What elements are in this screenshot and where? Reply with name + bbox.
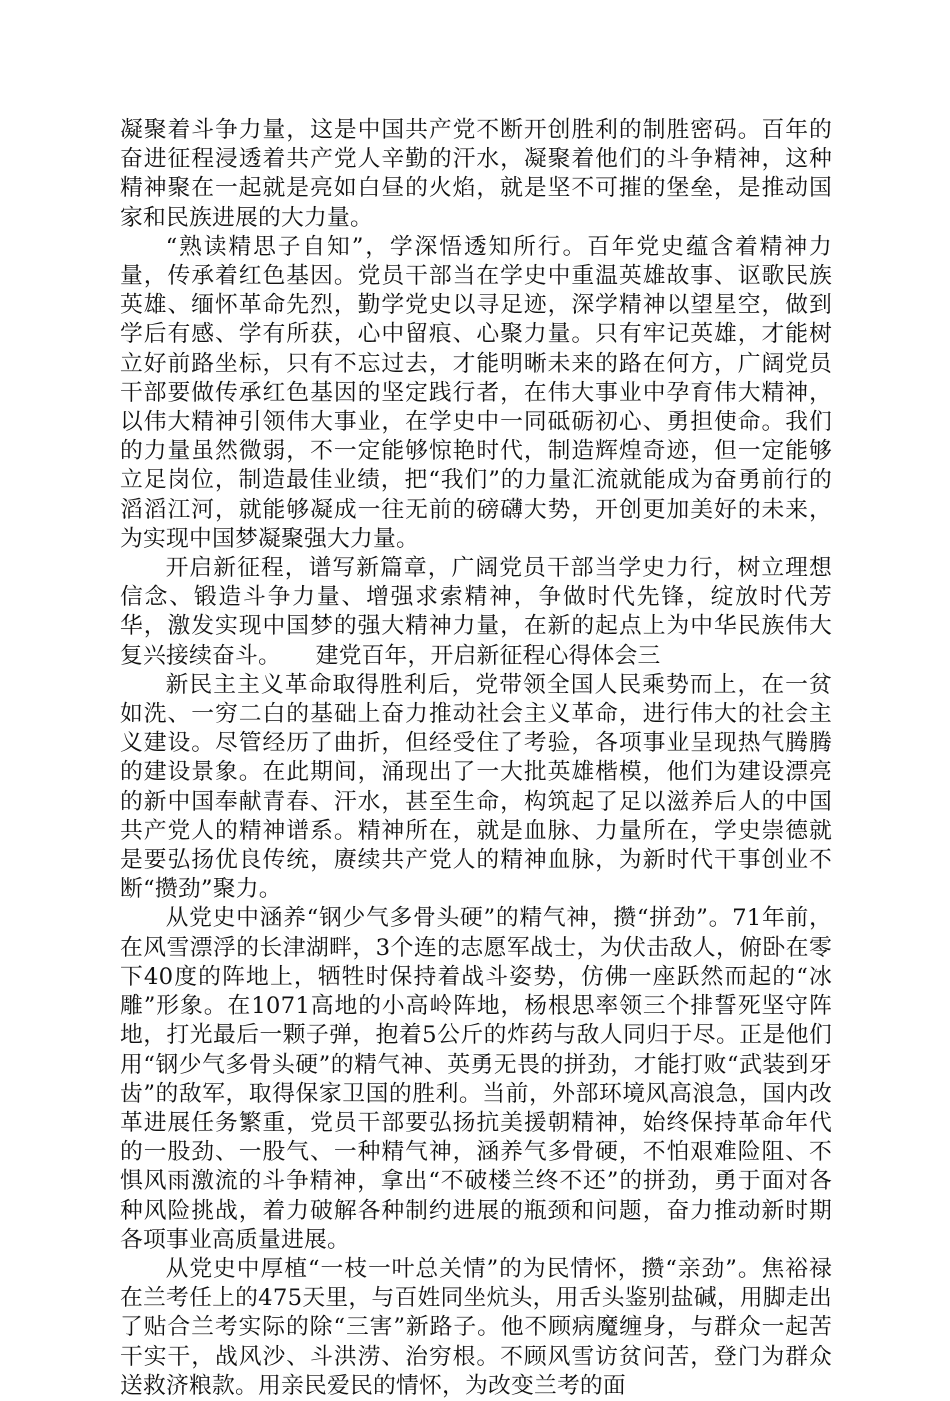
paragraph-1: 凝聚着斗争力量，这是中国共产党不断开创胜利的制胜密码。百年的奋进征程浸透着共产党人辛勤的汗水，凝聚着他们的斗争精神，这种精神聚在一起就是亮如白昼的火焰，就是坚不可摧的堡垒，是推动国家和民族进展的大力量。 [120, 117, 832, 231]
paragraph-5: 从党史中涵养“钢少气多骨头硬”的精气神，攒“拼劲”。71年前，在风雪漂浮的长津湖畔，3个连的志愿军战士，为伏击敌人，俯卧在零下40度的阵地上，牺牲时保持着战斗姿势，仿佛一座跃然而起的“冰雕”形象。在1071高地的小高岭阵地，杨根思率领三个排誓死坚守阵地，打光最后一颗子弹，抱着5公斤的炸药与敌人同归于尽。正是他们用“钢少气多骨头硬”的精气神、英勇无畏的拼劲，才能打败“武装到牙齿”的敌军，取得保家卫国的胜利。当前，外部环境风高浪急，国内改革进展任务繁重，党员干部要弘扬抗美援朝精神，始终保持革命年代的一股劲、一股气、一种精气神，涵养气多骨硬，不怕艰难险阻、不惧风雨激流的斗争精神，拿出“不破楼兰终不还”的拼劲，勇于面对各种风险挑战，着力破解各种制约进展的瓶颈和问题，奋力推动新时期各项事业高质量进展。 [120, 905, 832, 1253]
paragraph-3: 开启新征程，谱写新篇章，广阔党员干部当学史力行，树立理想信念、锻造斗争力量、增强求索精神，争做时代先锋，绽放时代芳华，激发实现中国梦的强大精神力量，在新的起点上为中华民族伟大复兴接续奋斗。 建党百年，开启新征程心得体会三 [120, 555, 832, 669]
paragraph-4: 新民主主义革命取得胜利后，党带领全国人民乘势而上，在一贫如洗、一穷二白的基础上奋力推动社会主义革命，进行伟大的社会主义建设。尽管经历了曲折，但经受住了考验，各项事业呈现热气腾腾的建设景象。在此期间，涌现出了一大批英雄楷模，他们为建设漂亮的新中国奉献青春、汗水，甚至生命，构筑起了足以滋养后人的中国共产党人的精神谱系。精神所在，就是血脉、力量所在，学史崇德就是要弘扬优良传统，赓续共产党人的精神血脉，为新时代干事创业不断“攒劲”聚力。 [120, 671, 832, 903]
paragraph-2: “熟读精思子自知”，学深悟透知所行。百年党史蕴含着精神力量，传承着红色基因。党员干部当在学史中重温英雄故事、讴歌民族英雄、缅怀革命先烈，勤学党史以寻足迹，深学精神以望星空，做到学后有感、学有所获，心中留痕、心聚力量。只有牢记英雄，才能树立好前路坐标，只有不忘过去，才能明晰未来的路在何方，广阔党员干部要做传承红色基因的坚定践行者，在伟大事业中孕育伟大精神，以伟大精神引领伟大事业，在学史中一同砥砺初心、勇担使命。我们的力量虽然微弱，不一定能够惊艳时代，制造辉煌奇迹，但一定能够立足岗位，制造最佳业绩，把“我们”的力量汇流就能成为奋勇前行的滔滔江河，就能够凝成一往无前的磅礴大势，开创更加美好的未来，为实现中国梦凝聚强大力量。 [120, 233, 832, 552]
paragraph-6: 从党史中厚植“一枝一叶总关情”的为民情怀，攒“亲劲”。焦裕禄在兰考任上的475天里，与百姓同坐炕头，用舌头鉴别盐碱，用脚走出了贴合兰考实际的除“三害”新路子。他不顾病魔缠身，与群众一起苦干实干，战风沙、斗洪涝、治穷根。不顾风雪访贫问苦，登门为群众送救济粮款。用亲民爱民的情怀，为改变兰考的面 [120, 1255, 832, 1399]
document-body [120, 116, 832, 1401]
